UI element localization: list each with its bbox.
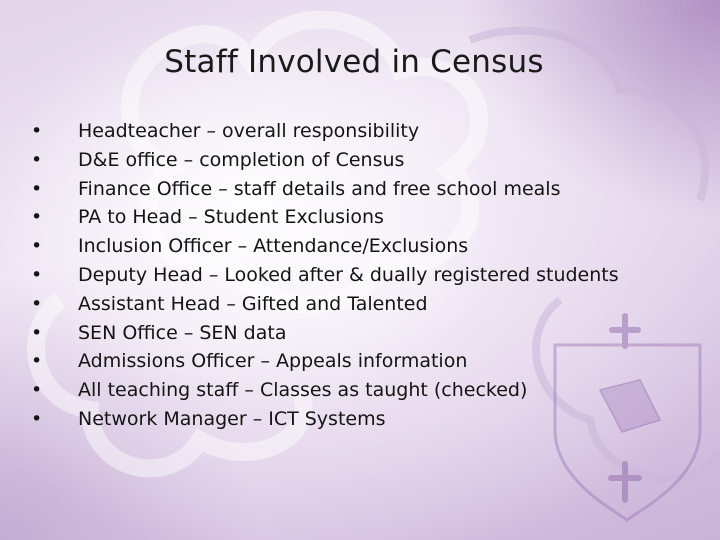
bullet-icon: • — [31, 206, 43, 229]
list-item — [31, 347, 671, 376]
list-item-text: Headteacher – overall responsibility — [78, 120, 420, 142]
bullet-icon: • — [31, 407, 43, 430]
list-item — [31, 405, 671, 434]
list-item-text: Admissions Officer – Appeals information — [78, 350, 468, 373]
list-item-text: Deputy Head – Looked after & dually registered students — [78, 263, 619, 286]
list-item — [31, 376, 671, 405]
list-item — [31, 261, 671, 290]
list-item — [31, 203, 671, 232]
bullet-icon: • — [31, 263, 43, 286]
list-item — [31, 175, 671, 204]
list-item-text: SEN Office – SEN data — [78, 321, 287, 344]
list-item-text: Inclusion Officer – Attendance/Exclusions — [78, 235, 469, 258]
list-item — [31, 117, 671, 146]
bullet-icon: • — [31, 292, 43, 315]
bullet-icon: • — [31, 379, 43, 402]
slide-title: Staff Involved in Census — [164, 44, 544, 80]
list-item-text: Assistant Head – Gifted and Talented — [78, 292, 428, 315]
bullet-icon: • — [31, 235, 43, 258]
bullet-icon: • — [31, 321, 43, 344]
list-item-text: Network Manager – ICT Systems — [78, 407, 386, 430]
bullet-icon: • — [31, 120, 43, 142]
bullet-icon: • — [31, 148, 43, 171]
list-item — [31, 146, 671, 175]
bullet-list — [31, 117, 671, 434]
list-item — [31, 232, 671, 261]
list-item — [31, 290, 671, 319]
list-item-text: PA to Head – Student Exclusions — [78, 206, 384, 229]
list-item-text: D&E office – completion of Census — [78, 148, 405, 171]
bullet-icon: • — [31, 177, 43, 200]
list-item — [31, 319, 671, 348]
list-item-text: Finance Office – staff details and free school meals — [78, 177, 561, 200]
list-item-text: All teaching staff – Classes as taught (checked) — [78, 379, 528, 402]
bullet-icon: • — [31, 350, 43, 373]
